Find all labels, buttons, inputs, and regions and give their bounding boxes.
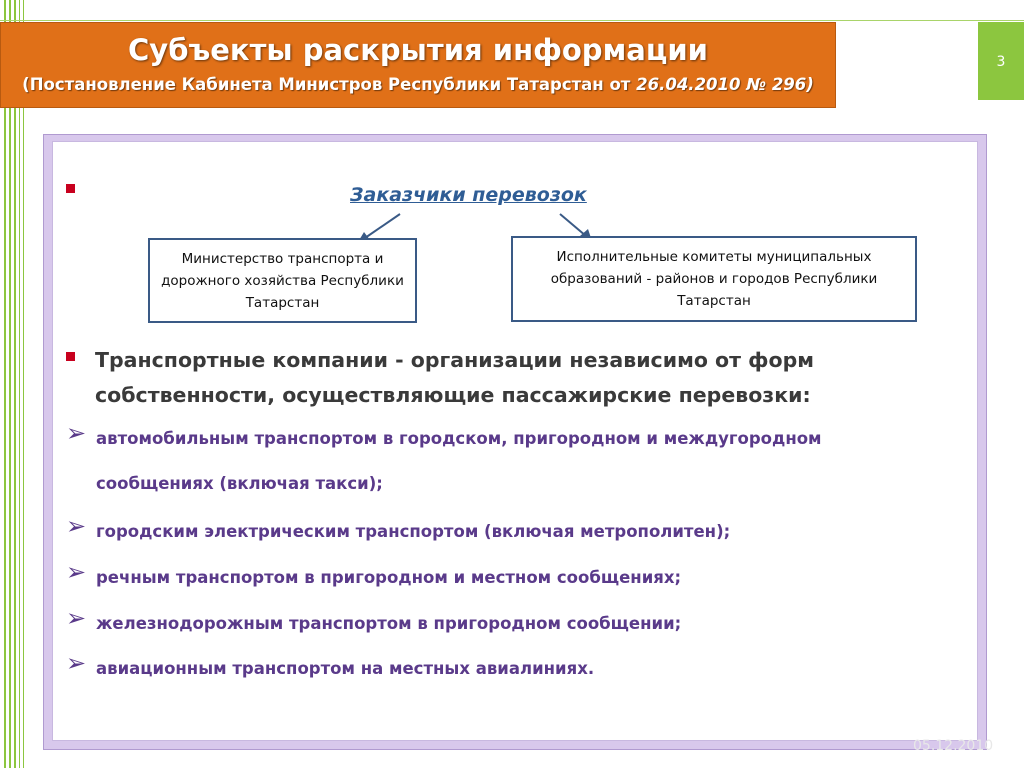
ministry-box: Министерство транспорта и дорожного хозяйства Республики Татарстан <box>148 238 417 323</box>
list-item: ➢ авиационным транспортом на местных авиалиниях. <box>66 649 595 678</box>
slide-title: Субъекты раскрытия информации <box>128 33 708 67</box>
arrow-bullet-icon: ➢ <box>66 512 87 540</box>
list-item: ➢ городским электрическим транспортом (включая метрополитен); <box>66 512 731 541</box>
arrow-bullet-icon: ➢ <box>66 558 87 586</box>
list-item: ➢ автомобильным транспортом в городском, пригородном и междугородном сообщениях (включая такси); <box>66 419 822 493</box>
list-item: ➢ речным транспортом в пригородном и местном сообщениях; <box>66 558 682 587</box>
transport-companies-text: Транспортные компании - организации независимо от форм собственности, осуществляющие пассажирские перевозки: <box>95 348 815 407</box>
arrow-bullet-icon: ➢ <box>66 649 87 677</box>
page-number: 3 <box>978 22 1024 100</box>
list-item: ➢ железнодорожным транспортом в пригородном сообщении; <box>66 604 682 633</box>
slide-subtitle: (Постановление Кабинета Министров Республики Татарстан от 26.04.2010 № 296) <box>22 75 814 94</box>
arrow-bullet-icon: ➢ <box>66 604 87 632</box>
committees-box: Исполнительные комитеты муниципальных образований - районов и городов Республики Татарстан <box>511 236 917 322</box>
arrow-bullet-icon: ➢ <box>66 419 87 447</box>
customers-heading: Заказчики перевозок <box>350 184 587 206</box>
date-stamp: 05.12.2010 <box>913 738 994 754</box>
bullet-icon <box>66 352 75 361</box>
